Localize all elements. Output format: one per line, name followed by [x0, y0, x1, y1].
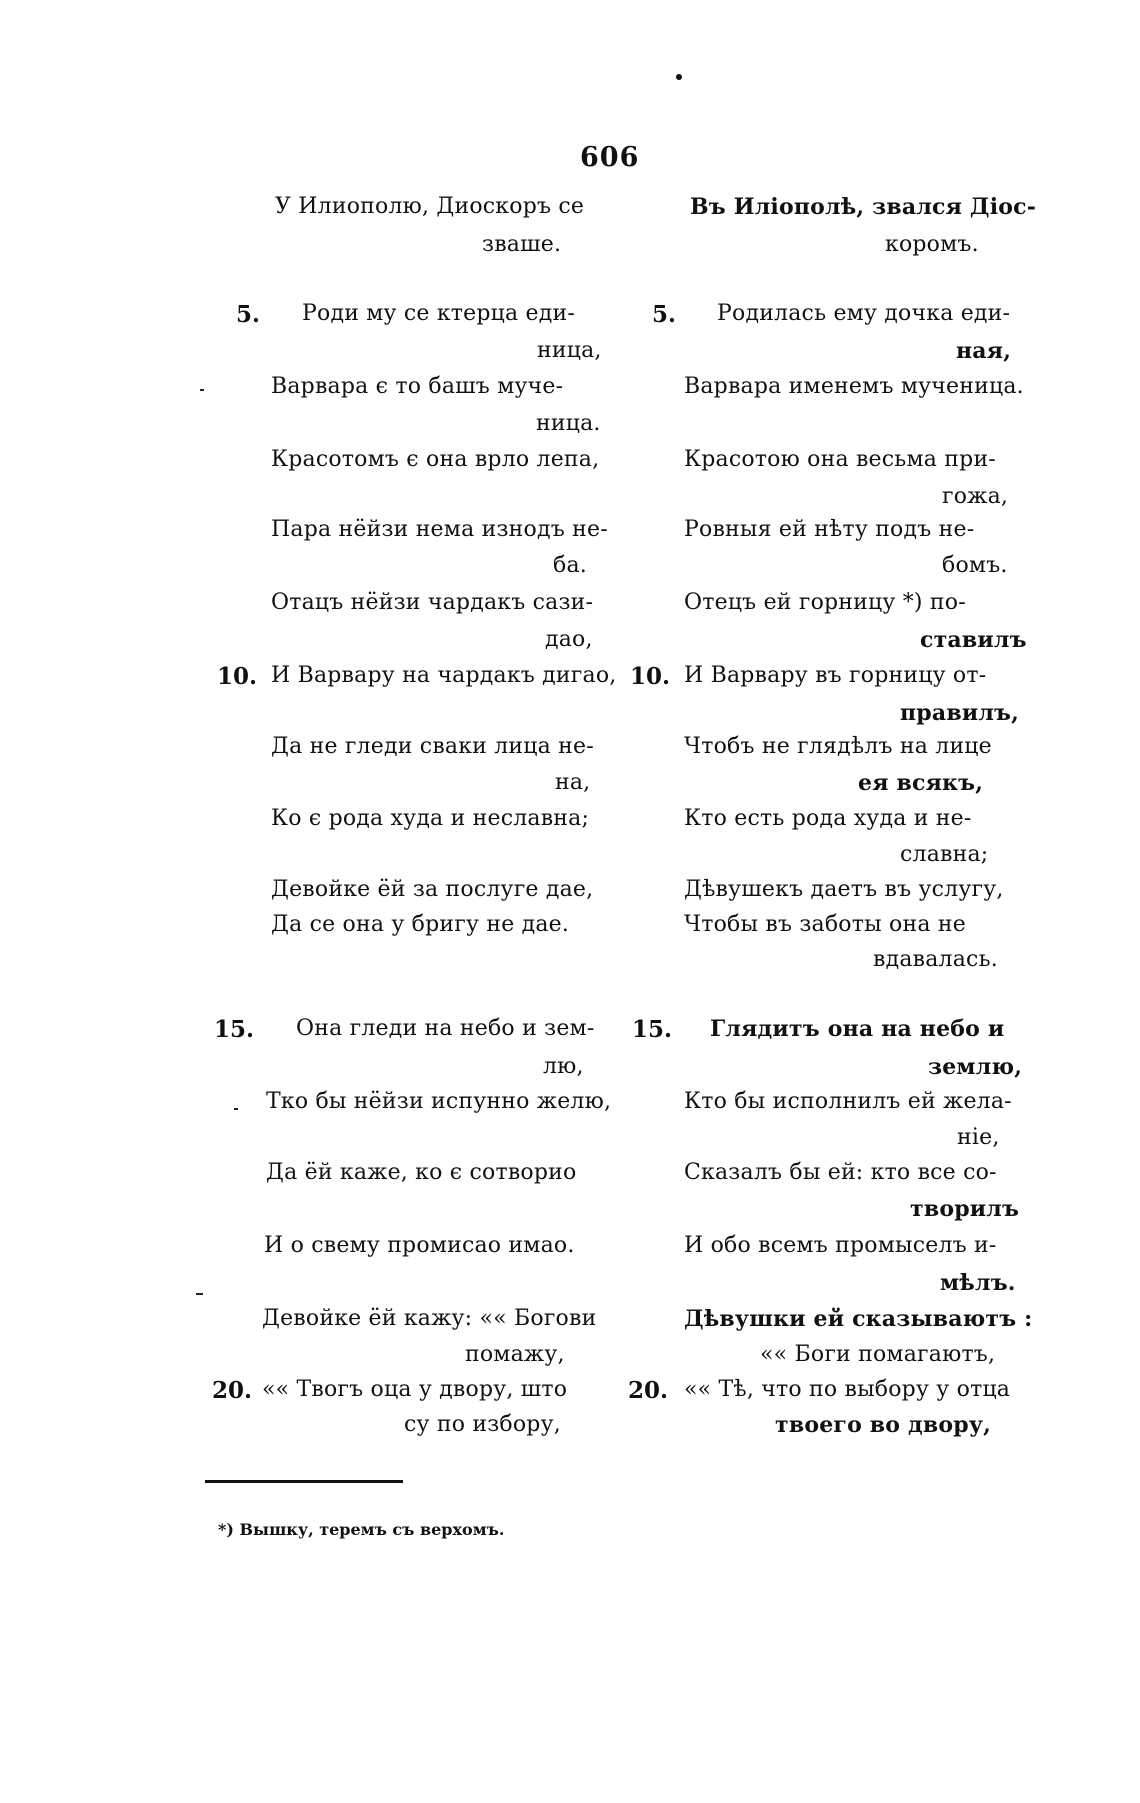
verse-number: 15.	[632, 1016, 673, 1043]
verse-number: 5.	[652, 301, 677, 328]
verse-line: Глядитъ она на небо и	[710, 1016, 1005, 1042]
top-dot-mark	[676, 74, 682, 80]
verse-line: Роди му се ктерца еди-	[302, 301, 575, 326]
verse-number: 10.	[630, 663, 671, 690]
verse-number: 10.	[217, 663, 258, 690]
footnote: *) Вышку, теремъ съ верхомъ.	[218, 1520, 505, 1539]
verse-line: Чтобы въ заботы она не	[684, 912, 966, 937]
verse-line: мѣлъ.	[940, 1270, 1016, 1296]
verse-line: И Варвару въ горницу от-	[684, 663, 987, 688]
verse-line: землю,	[928, 1054, 1023, 1080]
verse-line: Чтобъ не глядѣлъ на лице	[684, 734, 992, 759]
verse-line: вдавалась.	[873, 947, 998, 972]
verse-line: творилъ	[910, 1196, 1020, 1222]
verse-line: на,	[555, 770, 591, 795]
footnote-divider	[205, 1480, 403, 1483]
verse-line: Кто есть рода худа и не-	[684, 806, 972, 831]
verse-line: ставилъ	[920, 627, 1027, 653]
verse-line: лю,	[543, 1054, 584, 1079]
verse-line: Да се она у бригу не дае.	[271, 912, 570, 937]
page-number: 606	[580, 142, 640, 173]
verse-line: су по избору,	[404, 1412, 561, 1437]
verse-line: Пара нёйзи нема изнодъ не-	[271, 517, 608, 542]
verse-line: Дѣвушки ей сказываютъ :	[684, 1306, 1033, 1332]
verse-line: гожа,	[942, 484, 1009, 509]
verse-line: Отацъ нёйзи чардакъ сази-	[271, 590, 594, 615]
verse-line: Да ёй каже, ко є сотворио	[266, 1160, 577, 1185]
stray-mark	[234, 1108, 238, 1110]
verse-line: Сказалъ бы ей: кто все со-	[684, 1160, 997, 1185]
verse-line: Дѣвушекъ даетъ въ услугу,	[684, 877, 1004, 902]
verse-line: Тко бы нёйзи испунно желю,	[266, 1089, 612, 1114]
verse-line: Красотомъ є она врло лепа,	[271, 447, 600, 472]
verse-line: Отецъ ей горницу *) по-	[684, 590, 966, 615]
verse-line: Девойке ёй кажу: «« Богови	[262, 1306, 597, 1331]
verse-line: У Илиополю, Диоскоръ се	[275, 194, 585, 219]
verse-line: Да не гледи сваки лица не-	[271, 734, 594, 759]
verse-line: И обо всемъ промыселъ и-	[684, 1233, 997, 1258]
verse-line: Красотою она весьма при-	[684, 447, 996, 472]
verse-line: «« Тѣ, что по выбору у отца	[684, 1377, 1011, 1402]
verse-line: Родилась ему дочка еди-	[717, 301, 1011, 326]
verse-line: «« Боги помагаютъ,	[760, 1342, 996, 1367]
stray-mark	[200, 389, 204, 391]
verse-line: славна;	[900, 842, 989, 867]
verse-line: ніе,	[957, 1125, 1000, 1150]
verse-number: 20.	[212, 1377, 253, 1404]
verse-line: ница.	[536, 411, 601, 436]
verse-line: зваше.	[482, 232, 562, 257]
verse-line: твоего во двору,	[775, 1412, 991, 1438]
verse-line: И о свему промисао имао.	[264, 1233, 575, 1258]
verse-line: И Варвару на чардакъ дигао,	[271, 663, 617, 688]
verse-line: Варвара именемъ мученица.	[684, 374, 1024, 399]
verse-line: Ровныя ей нѣту подъ не-	[684, 517, 975, 542]
verse-line: Кто бы исполнилъ ей жела-	[684, 1089, 1012, 1114]
verse-line: бомъ.	[942, 553, 1008, 578]
verse-line: правилъ,	[900, 700, 1019, 726]
verse-line: ница,	[537, 338, 602, 363]
verse-number: 15.	[214, 1016, 255, 1043]
verse-line: коромъ.	[885, 232, 979, 257]
verse-line: ея всякъ,	[858, 770, 984, 796]
verse-line: помажу,	[465, 1342, 565, 1367]
verse-line: Варвара є то башъ муче-	[271, 374, 564, 399]
verse-number: 5.	[236, 301, 261, 328]
verse-line: ба.	[553, 553, 587, 578]
verse-line: Девойке ёй за послуге дае,	[271, 877, 594, 902]
stray-mark	[196, 1293, 203, 1295]
verse-line: дао,	[545, 627, 593, 652]
verse-line: «« Твогъ оца у двору, што	[262, 1377, 568, 1402]
verse-line: ная,	[956, 338, 1012, 364]
verse-line: Она гледи на небо и зем-	[296, 1016, 595, 1041]
verse-number: 20.	[628, 1377, 669, 1404]
verse-line: Ко є рода худа и неславна;	[271, 806, 590, 831]
verse-line: Въ Иліополѣ, звался Діос-	[690, 194, 1037, 220]
